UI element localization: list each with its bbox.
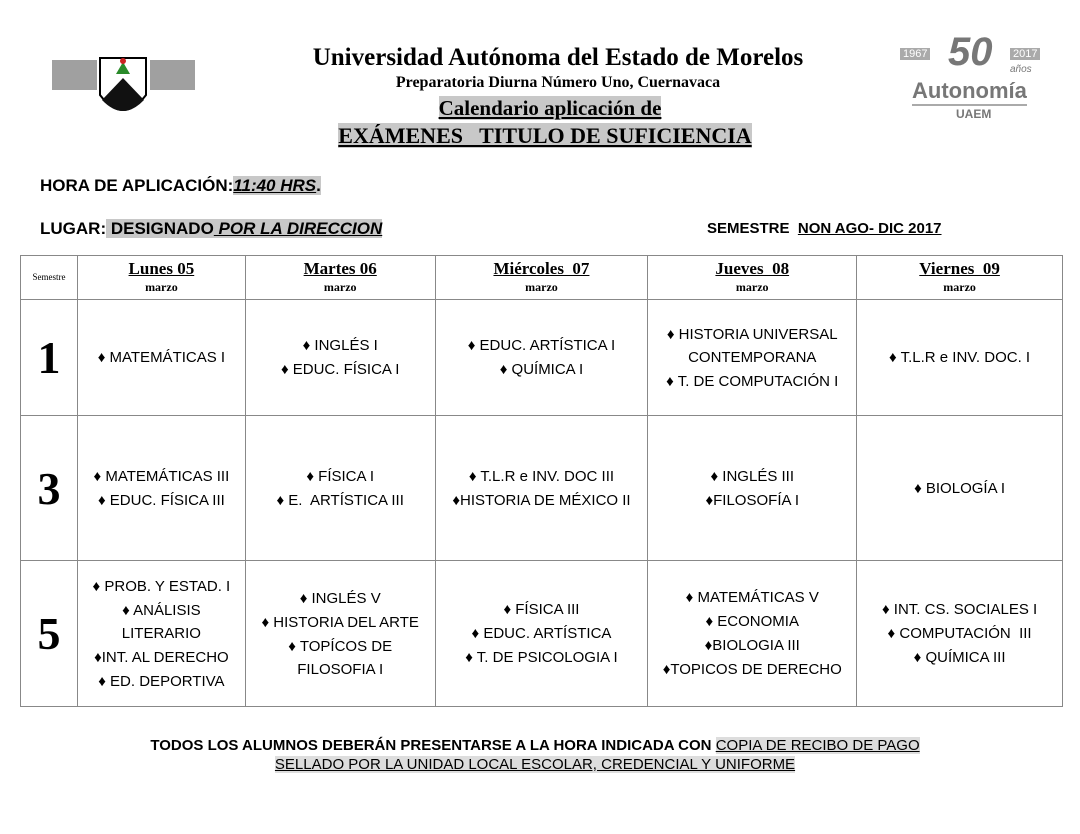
footer-notice	[0, 736, 1070, 774]
footer-highlight: COPIA DE RECIBO DE PAGO	[715, 737, 920, 754]
subject: ♦ EDUC. FÍSICA III	[97, 491, 225, 509]
subject: ♦ INGLÉS I	[302, 337, 378, 354]
day-header	[77, 256, 245, 300]
schedule-cell	[435, 561, 648, 707]
location	[40, 219, 382, 239]
month-name: marzo	[735, 280, 769, 294]
logo-years: años	[1010, 64, 1032, 75]
schedule-cell	[648, 300, 857, 416]
day-header	[648, 256, 857, 300]
subject: ♦ T. DE PSICOLOGIA I	[465, 649, 618, 666]
month-name: marzo	[525, 280, 558, 294]
subject: ♦ T.L.R e INV. DOC. I	[889, 349, 1031, 366]
subject: ♦ T.L.R e INV. DOC III	[468, 467, 615, 485]
day-name: Miércoles 07	[493, 259, 590, 278]
semester-number: 1	[21, 300, 78, 416]
exam-heading	[0, 123, 1080, 149]
subject: ♦ MATEMÁTICAS III	[93, 467, 230, 485]
subject: ♦ INGLÉS V	[299, 589, 381, 607]
logo-number: 50	[948, 30, 993, 74]
subject: ♦ QUÍMICA I	[499, 361, 584, 378]
day-name: Martes 06	[303, 259, 377, 278]
subject: ♦ QUÍMICA III	[913, 649, 1006, 666]
subject: ♦INT. AL DERECHO	[94, 648, 229, 666]
subject: ♦ COMPUTACIÓN III	[887, 625, 1032, 642]
schedule-cell	[77, 561, 245, 707]
subject: ♦ ED. DEPORTIVA	[98, 672, 225, 690]
subject: ♦ EDUC. ARTÍSTICA	[471, 625, 612, 642]
day-header	[857, 256, 1063, 300]
month-name: marzo	[145, 280, 178, 294]
schedule-cell	[245, 561, 435, 707]
day-header	[245, 256, 435, 300]
location-value-italic: POR LA DIRECCION	[213, 219, 383, 238]
subject: ♦ MATEMÁTICAS V	[685, 589, 819, 606]
schedule-cell	[648, 416, 857, 561]
subject: ♦ E. ARTÍSTICA III	[276, 491, 404, 509]
semester-number: 3	[21, 416, 78, 561]
subject: ♦ FÍSICA I	[306, 467, 375, 485]
calendar-heading-text: Calendario aplicación de	[438, 96, 662, 120]
subject: ♦ TOPÍCOS DE FILOSOFIA I	[288, 637, 397, 678]
subject: ♦ INGLÉS III	[710, 467, 794, 485]
table-row	[21, 300, 1063, 416]
school-subtitle: Preparatoria Diurna Número Uno, Cuernavaca	[395, 74, 721, 91]
day-name: Jueves 08	[715, 259, 790, 278]
location-label: LUGAR:	[40, 219, 107, 238]
table-row	[21, 416, 1063, 561]
logo-from-year: 1967	[900, 48, 930, 60]
anniversary-logo	[898, 30, 1044, 121]
table-row	[21, 561, 1063, 707]
schedule-cell	[245, 416, 435, 561]
subject: ♦BIOLOGIA III	[704, 637, 800, 654]
subject: ♦FILOSOFÍA I	[705, 491, 799, 509]
subject: ♦ INT. CS. SOCIALES I	[881, 601, 1038, 618]
footer-text: TODOS LOS ALUMNOS DEBERÁN PRESENTARSE A LA HORA INDICADA CON	[150, 737, 716, 754]
table-header-row	[21, 256, 1063, 300]
location-value: DESIGNADO	[106, 219, 214, 238]
subject: ♦TOPICOS DE DERECHO	[662, 661, 842, 678]
day-name: Viernes 09	[919, 259, 1000, 278]
subject: ♦ HISTORIA DEL ARTE	[261, 613, 419, 631]
schedule-cell	[245, 300, 435, 416]
month-name: marzo	[323, 280, 357, 294]
application-time	[40, 176, 321, 196]
exam-heading-text: EXÁMENES TITULO DE SUFICIENCIA	[338, 123, 752, 148]
schedule-cell	[648, 561, 857, 707]
exam-schedule-table	[20, 255, 1063, 707]
subject: ♦ T. DE COMPUTACIÓN I	[666, 372, 839, 390]
logo-org: UAEM	[956, 107, 992, 121]
subject: ♦HISTORIA DE MÉXICO II	[452, 491, 631, 509]
schedule-cell	[77, 416, 245, 561]
schedule-cell	[857, 416, 1063, 561]
semester-number: 5	[21, 561, 78, 707]
university-title: Universidad Autónoma del Estado de Morelos	[312, 44, 804, 71]
time-value: 11:40 HRS	[233, 176, 317, 195]
month-name: marzo	[943, 280, 976, 294]
schedule-cell	[435, 300, 648, 416]
logo-word: Autonomía	[912, 78, 1027, 106]
semester-label: SEMESTRE	[707, 220, 790, 237]
schedule-cell	[857, 561, 1063, 707]
time-label: HORA DE APLICACIÓN:	[40, 176, 234, 195]
schedule-cell	[435, 416, 648, 561]
semester-value: NON AGO- DIC 2017	[797, 220, 942, 237]
subject: ♦ FÍSICA III	[503, 601, 580, 618]
semester-info	[707, 220, 942, 237]
time-dot: .	[316, 176, 321, 195]
logo-to-year: 2017	[1010, 48, 1040, 60]
subject: ♦ BIOLOGÍA I	[914, 479, 1006, 497]
schedule-cell	[77, 300, 245, 416]
day-name: Lunes 05	[128, 259, 195, 278]
subject: ♦ HISTORIA UNIVERSAL CONTEMPORANA	[666, 325, 842, 366]
subject: ♦ ANÁLISIS LITERARIO	[121, 601, 205, 642]
semester-column-header: Semestre	[21, 256, 78, 300]
subject: ♦ PROB. Y ESTAD. I	[92, 577, 231, 595]
footer-highlight-2: SELLADO POR LA UNIDAD LOCAL ESCOLAR, CREDENCIAL Y UNIFORME	[274, 756, 796, 773]
subject: ♦ ECONOMIA	[705, 613, 799, 630]
day-header	[435, 256, 648, 300]
subject: ♦ EDUC. ARTÍSTICA I	[467, 337, 616, 354]
subject: ♦ MATEMÁTICAS I	[97, 349, 226, 366]
subject: ♦ EDUC. FÍSICA I	[280, 361, 400, 378]
schedule-cell	[857, 300, 1063, 416]
